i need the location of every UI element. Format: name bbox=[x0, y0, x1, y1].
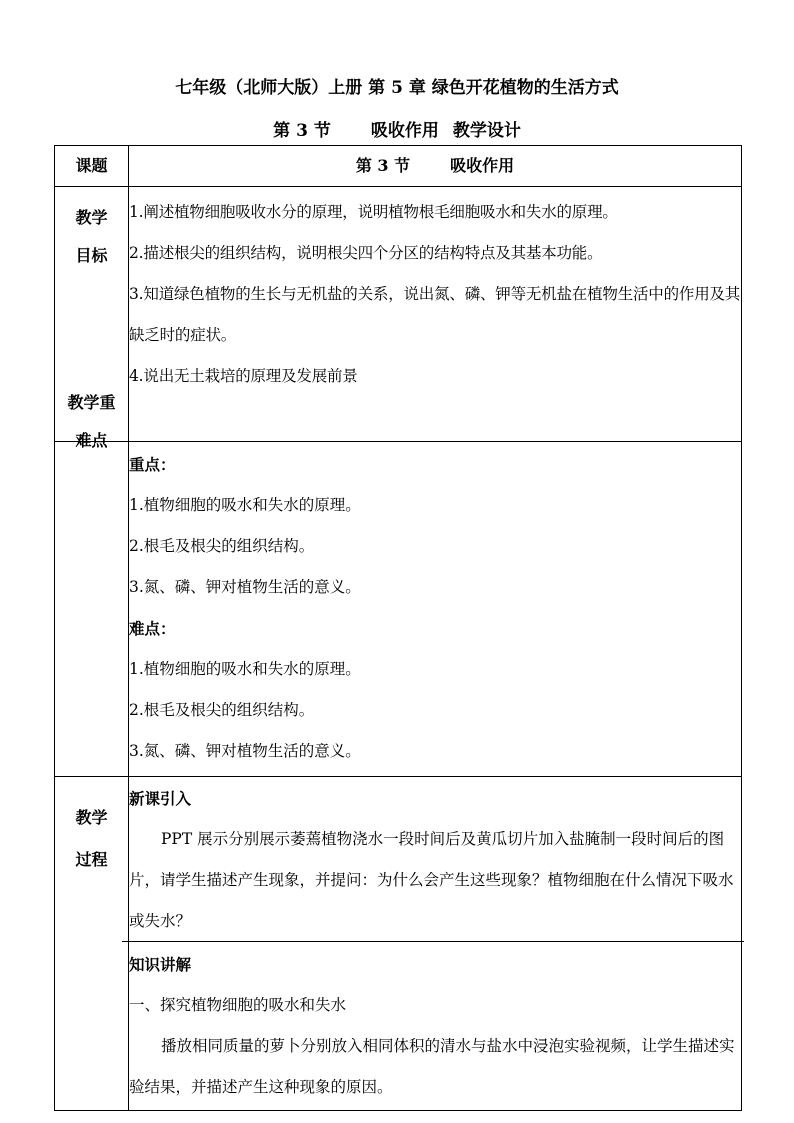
subtitle-section: 第 3 节 bbox=[273, 121, 331, 141]
difficult-heading: 难点： bbox=[129, 619, 176, 638]
label-goals-line1: 教学 bbox=[75, 208, 108, 227]
lecture-subheading: 一、探究植物细胞的吸水和失水 bbox=[129, 996, 347, 1014]
label-process bbox=[55, 777, 129, 1111]
label-topic: 课题 bbox=[55, 146, 129, 187]
lecture-heading: 知识讲解 bbox=[129, 955, 192, 974]
lecture-text: 播放相同质量的萝卜分别放入相同体积的清水与盐水中浸泡实验视频，让学生描述实验结果，并描述产生这种现象的原因。 bbox=[129, 1037, 735, 1096]
goal-item: 1.阐述植物细胞吸收水分的原理，说明植物根毛细胞吸水和失水的原理。 bbox=[129, 203, 618, 221]
row-process bbox=[55, 777, 742, 1111]
key-item: 3.氮、磷、钾对植物生活的意义。 bbox=[129, 578, 361, 596]
document-subtitle bbox=[0, 116, 794, 141]
goal-item: 2.描述根尖的组织结构，说明根尖四个分区的结构特点及其基本功能。 bbox=[129, 244, 603, 262]
process-content bbox=[129, 777, 742, 1111]
difficult-item: 1.植物细胞的吸水和失水的原理。 bbox=[129, 660, 361, 678]
key-heading: 重点： bbox=[129, 455, 176, 474]
label-key-line1: 教学重 bbox=[67, 393, 116, 412]
topic-section: 第 3 节 bbox=[355, 156, 411, 175]
goal-item: 4.说出无土栽培的原理及发展前景 bbox=[129, 367, 358, 385]
intro-heading: 新课引入 bbox=[129, 789, 192, 808]
goal-item: 3.知道绿色植物的生长与无机盐的关系，说出氮、磷、钾等无机盐在植物生活中的作用及其缺乏时的症状。 bbox=[129, 285, 741, 344]
goals-content bbox=[129, 187, 742, 442]
topic-value bbox=[129, 146, 742, 187]
subtitle-topic: 吸收作用 bbox=[370, 121, 439, 141]
label-key-points bbox=[55, 393, 129, 777]
lecture-section bbox=[122, 941, 744, 1108]
label-process-line2: 过程 bbox=[75, 850, 108, 869]
topic-name: 吸收作用 bbox=[450, 156, 515, 175]
subtitle-suffix: 教学设计 bbox=[452, 121, 521, 141]
row-topic bbox=[55, 146, 742, 187]
difficult-item: 2.根毛及根尖的组织结构。 bbox=[129, 701, 315, 719]
key-points-content bbox=[129, 442, 742, 777]
label-goals-line2: 目标 bbox=[75, 246, 108, 265]
label-key-line2: 难点 bbox=[75, 431, 108, 450]
row-goals bbox=[55, 187, 742, 442]
difficult-item: 3.氮、磷、钾对植物生活的意义。 bbox=[129, 742, 361, 760]
key-item: 1.植物细胞的吸水和失水的原理。 bbox=[129, 496, 361, 514]
intro-text: PPT 展示分别展示萎蔫植物浇水一段时间后及黄瓜切片加入盐腌制一段时间后的图片，请学生描述产生现象，并提问：为什么会产生这些现象？植物细胞在什么情况下吸水或失水？ bbox=[129, 830, 734, 930]
lesson-plan-table bbox=[54, 145, 742, 1111]
label-process-line1: 教学 bbox=[75, 808, 108, 827]
key-item: 2.根毛及根尖的组织结构。 bbox=[129, 537, 315, 555]
document-title: 七年级（北师大版）上册 第 5 章 绿色开花植物的生活方式 bbox=[175, 78, 619, 98]
row-key-points bbox=[55, 442, 742, 777]
